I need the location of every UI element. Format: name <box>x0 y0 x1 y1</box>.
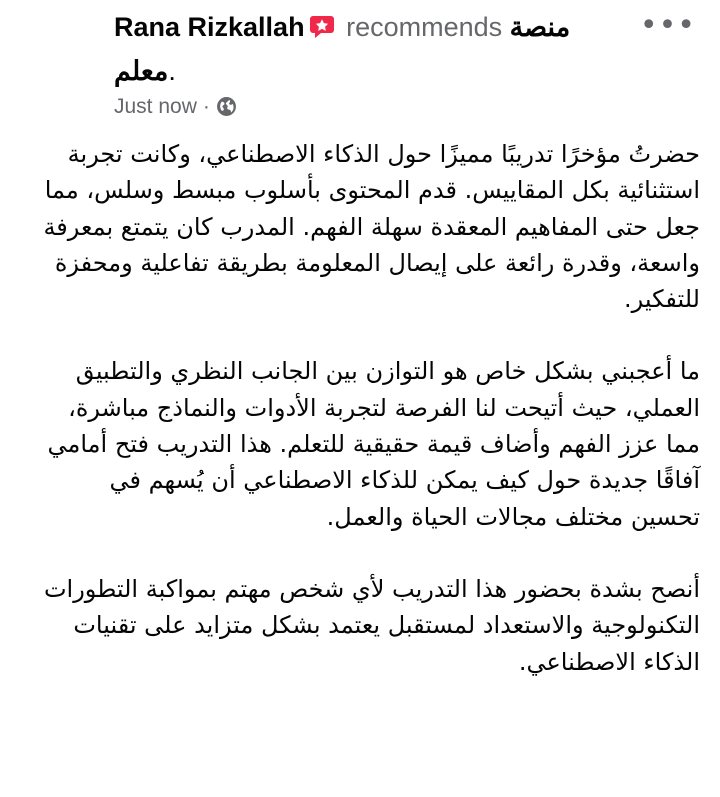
more-options-icon[interactable]: ••• <box>639 8 696 43</box>
page-name-part2[interactable]: معلم <box>114 56 169 86</box>
post-title-line <box>114 8 674 49</box>
post-paragraph-2: ما أعجبني بشكل خاص هو التوازن بين الجانب النظري والتطبيق العملي، حيث أتيحت لنا الفرصة لتجربة الأدوات والنماذج مباشرة، مما عزز الفهم وأضاف قيمة حقيقية للتعلم. هذا التدريب فتح أمامي آفاقًا جديدة حول كيف يمكن للذكاء الاصطناعي أن يُسهم في تحسين مختلف مجالات الحياة والعمل. <box>47 357 700 531</box>
post-timestamp[interactable]: Just now <box>114 95 197 118</box>
page-name-part1[interactable]: منصة <box>509 12 571 42</box>
globe-icon[interactable] <box>216 96 237 126</box>
recommend-badge-icon <box>309 11 335 49</box>
post-paragraph-3: أنصح بشدة بحضور هذا التدريب لأي شخص مهتم بمواكبة التطورات التكنولوجية والاستعداد لمستقبل يعتمد بشكل متزايد على تقنيات الذكاء الاصطناعي. <box>43 574 700 676</box>
recommends-text: recommends <box>346 12 503 42</box>
post-header <box>0 0 720 130</box>
post-body <box>38 136 700 716</box>
title-period: . <box>168 56 176 86</box>
post-meta <box>114 92 237 126</box>
post-paragraph-1: حضرتُ مؤخرًا تدريبًا مميزًا حول الذكاء الاصطناعي، وكانت تجربة استثنائية بكل المقاييس. قدم المحتوى بأسلوب مبسط وسلس، مما جعل حتى المفاهيم المعقدة سهلة الفهم. المدرب كان يتمتع بمعرفة واسعة، وقدرة رائعة على إيصال المعلومة بطريقة تفاعلية ومحفزة للتفكير. <box>43 140 700 314</box>
author-name[interactable]: Rana Rizkallah <box>114 12 305 42</box>
post-title-line2 <box>114 52 176 90</box>
meta-separator: · <box>202 95 210 118</box>
